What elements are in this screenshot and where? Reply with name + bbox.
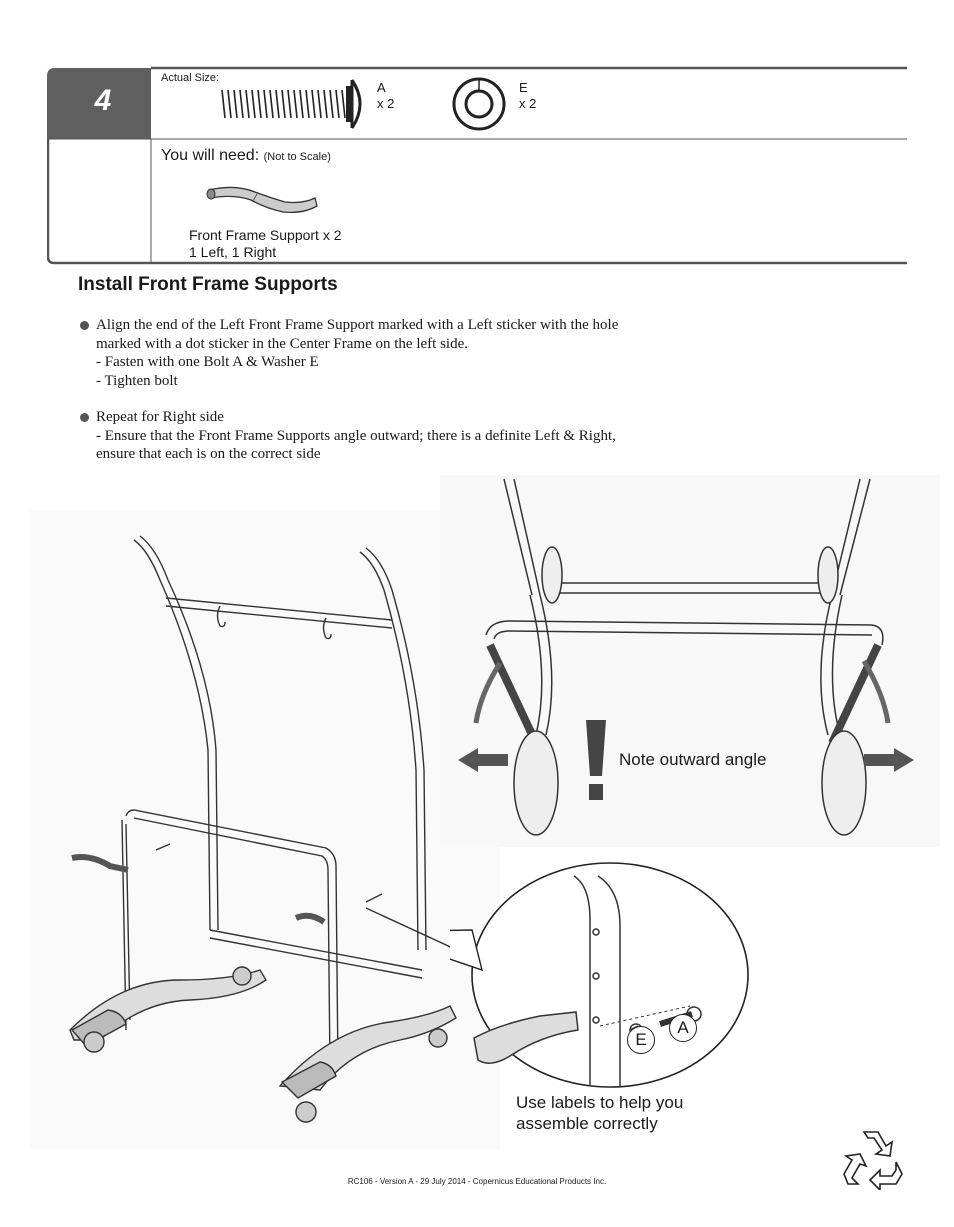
front-frame-support-icon [205, 182, 321, 218]
actual-size-label: Actual Size: [161, 72, 220, 84]
you-will-need-label: You will need: (Not to Scale) [161, 147, 331, 164]
bolt-a-icon [218, 76, 368, 132]
warning-exclamation-icon [584, 720, 608, 802]
top-view-illustration [440, 475, 940, 847]
use-labels-note: Use labels to help you assemble correctly [516, 1093, 684, 1133]
note-outward-angle: Note outward angle [619, 750, 767, 769]
bullet-icon [80, 321, 89, 330]
label-a-badge: A [669, 1014, 697, 1042]
needed-item-label: Front Frame Support x 2 1 Left, 1 Right [189, 227, 342, 260]
footer-text: RC106 - Version A - 29 July 2014 - Copernicus Educational Products Inc. [347, 1177, 607, 1186]
arrow-left-icon [458, 748, 510, 772]
part-e-label: E x 2 [519, 80, 537, 111]
arrow-right-icon [862, 748, 914, 772]
detail-zoom-illustration [450, 860, 750, 1096]
step-number: 4 [94, 84, 112, 117]
washer-e-icon [451, 76, 507, 132]
instruction-bullet-2: Repeat for Right side - Ensure that the Front Frame Supports angle outward; there is a definite Left & Right, ensure that each is on the correct side [80, 408, 700, 464]
assembly-illustration [30, 510, 500, 1150]
part-a-label: A x 2 [377, 80, 395, 111]
instruction-bullet-1: Align the end of the Left Front Frame Support marked with a Left sticker with the hole marked with a dot sticker in the Center Frame on the left side. - Fasten with one Bolt A & Washer E - Tighten bolt [80, 316, 700, 390]
section-title: Install Front Frame Supports [78, 274, 338, 295]
label-e-badge: E [627, 1026, 655, 1054]
bullet-icon [80, 413, 89, 422]
